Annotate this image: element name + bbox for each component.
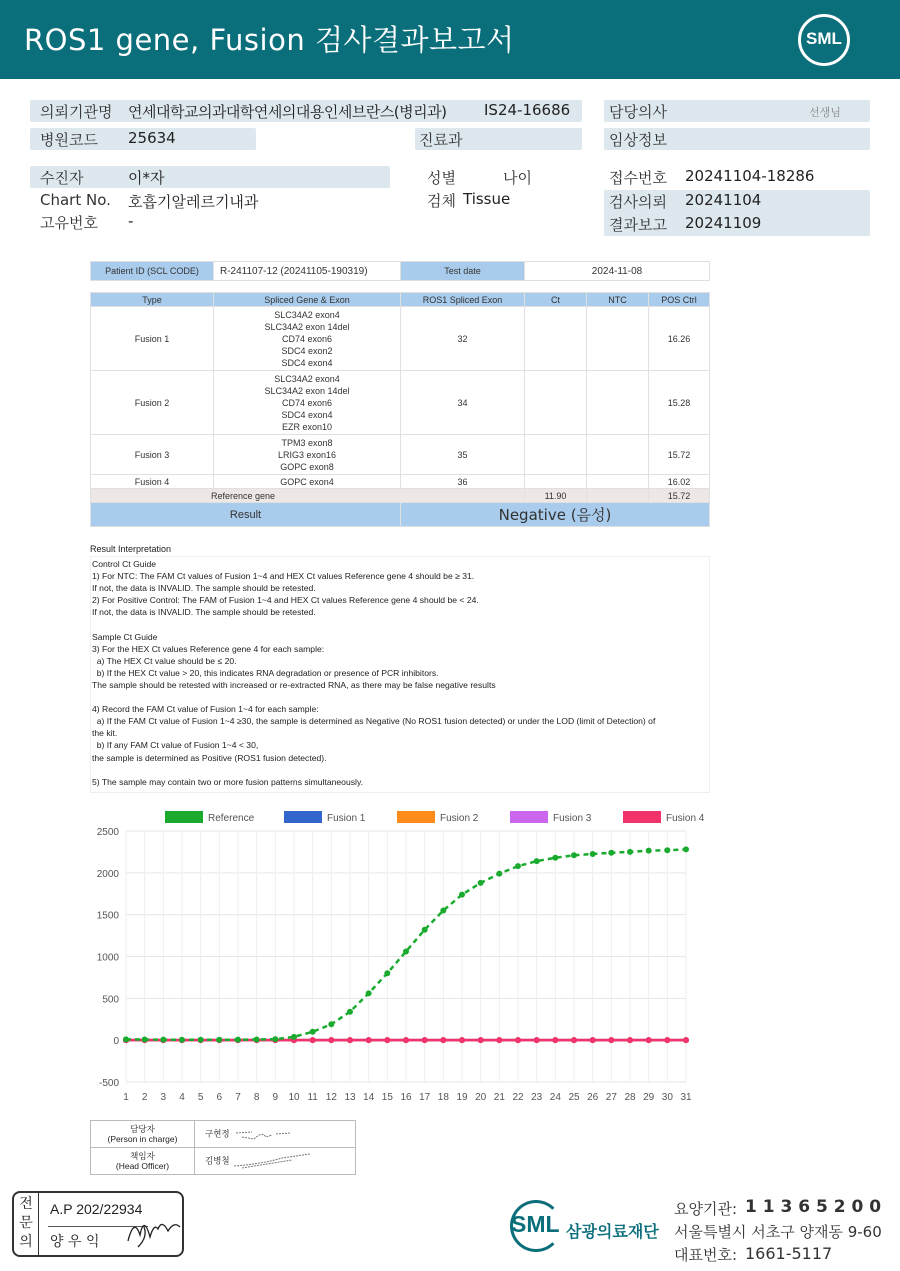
ntc-value (587, 475, 649, 489)
x-tick-label: 3 (160, 1092, 167, 1103)
request-value: 20241104 (685, 191, 762, 209)
spliced-genes: GOPC exon4 (214, 475, 401, 489)
ros1-exon: 34 (401, 371, 525, 435)
amplification-chart (85, 805, 705, 1110)
data-point (590, 851, 596, 857)
data-point (459, 1037, 465, 1043)
fusion-type: Fusion 1 (91, 307, 214, 371)
data-point (403, 948, 409, 954)
dept-label: 진료과 (419, 131, 463, 149)
reg-value: IS24-16686 (484, 101, 571, 119)
x-tick-label: 11 (307, 1092, 318, 1103)
data-point (347, 1009, 353, 1015)
specimen-label: 검체 (427, 192, 456, 210)
data-point (608, 1037, 614, 1043)
footer-brand: SML (511, 1211, 560, 1237)
col-header: ROS1 Spliced Exon (401, 293, 525, 307)
data-point (534, 858, 540, 864)
data-point (440, 1037, 446, 1043)
stamp-signature-icon (124, 1207, 184, 1251)
ct-value (525, 435, 587, 475)
table-row (91, 307, 710, 371)
institution-label: 의뢰기관명 (40, 103, 113, 121)
legend-swatch (510, 811, 548, 823)
data-point (328, 1037, 334, 1043)
request-label: 검사의뢰 (609, 193, 667, 211)
doctor-label: 담당의사 (609, 103, 667, 121)
data-point (310, 1037, 316, 1043)
hospcode-value: 25634 (128, 129, 176, 147)
ros1-exon: 35 (401, 435, 525, 475)
person-in-charge-name: 구현정 (205, 1128, 230, 1139)
footer-phone-value: 1661-5117 (745, 1244, 833, 1263)
x-tick-label: 10 (288, 1092, 300, 1103)
head-officer-label: 책임자 (Head Officer) (91, 1148, 195, 1175)
x-tick-label: 9 (272, 1092, 279, 1103)
pos-ctrl-value: 15.28 (649, 371, 710, 435)
data-point (627, 849, 633, 855)
specialist-stamp (12, 1191, 184, 1257)
x-tick-label: 20 (475, 1092, 487, 1103)
data-point (534, 1037, 540, 1043)
stamp-side-label: 전문의 (14, 1193, 39, 1255)
data-point (328, 1021, 334, 1027)
table-row (91, 435, 710, 475)
data-point (291, 1034, 297, 1040)
spliced-genes: TPM3 exon8 LRIG3 exon16 GOPC exon8 (214, 435, 401, 475)
fusion-type: Fusion 4 (91, 475, 214, 489)
x-tick-label: 23 (531, 1092, 543, 1103)
head-officer-cell (195, 1148, 356, 1175)
data-point (664, 847, 670, 853)
data-point (496, 871, 502, 877)
doctor-suffix: 선생님 (809, 106, 841, 119)
x-tick-label: 29 (643, 1092, 655, 1103)
x-tick-label: 7 (235, 1092, 241, 1103)
x-tick-label: 17 (419, 1092, 431, 1103)
sml-logo: SML (798, 14, 850, 66)
unique-value: - (128, 212, 134, 230)
x-tick-label: 28 (624, 1092, 636, 1103)
data-point (627, 1037, 633, 1043)
legend-swatch (284, 811, 322, 823)
pos-ctrl-value: 16.02 (649, 475, 710, 489)
footer-code-value: 1 1 3 6 5 2 0 0 (745, 1197, 882, 1217)
ct-value (525, 371, 587, 435)
footer-address: 서울특별시 서초구 양재동 9-60 (674, 1223, 882, 1241)
ct-value (525, 475, 587, 489)
data-point (272, 1036, 278, 1042)
x-tick-label: 8 (253, 1092, 260, 1103)
x-tick-label: 27 (605, 1092, 617, 1103)
data-point (366, 1037, 372, 1043)
legend-label: Fusion 2 (440, 813, 479, 824)
report-value: 20241109 (685, 214, 762, 232)
data-point (422, 1037, 428, 1043)
data-point (608, 850, 614, 856)
x-tick-label: 25 (568, 1092, 580, 1103)
fusion-type: Fusion 3 (91, 435, 214, 475)
report-header (0, 0, 900, 79)
patient-row-bg (30, 166, 390, 188)
data-point (478, 880, 484, 886)
ntc-value (587, 371, 649, 435)
data-point (571, 1037, 577, 1043)
x-tick-label: 30 (661, 1092, 673, 1103)
reference-row (91, 489, 710, 503)
x-tick-label: 16 (400, 1092, 412, 1103)
head-officer-name: 김병철 (205, 1155, 230, 1166)
data-point (160, 1037, 166, 1043)
result-row (91, 503, 710, 527)
sex-label: 성별 (427, 169, 456, 187)
data-point (142, 1036, 148, 1042)
patient-id-table (90, 261, 710, 281)
institution-value: 연세대학교의과대학연세의대용인세브란스(병리과) (128, 103, 447, 121)
y-tick-label: -500 (98, 1078, 119, 1089)
y-tick-label: 2000 (96, 868, 119, 880)
col-header: NTC (587, 293, 649, 307)
x-tick-label: 1 (123, 1092, 129, 1103)
interpretation-title: Result Interpretation (90, 544, 172, 554)
age-label: 나이 (503, 169, 532, 187)
result-value: Negative (음성) (401, 503, 710, 527)
pos-ctrl-value: 16.26 (649, 307, 710, 371)
test-date-label: Test date (401, 262, 525, 281)
stamp-ap-number: A.P 202/22934 (50, 1201, 143, 1217)
reference-label: Reference gene (91, 489, 525, 503)
x-tick-label: 13 (344, 1092, 356, 1103)
chart-value: 호흡기알레르기내과 (128, 193, 259, 211)
chart-label: Chart No. (40, 191, 111, 209)
data-point (198, 1037, 204, 1043)
data-point (515, 1037, 521, 1043)
data-point (646, 1037, 652, 1043)
unique-label: 고유번호 (40, 214, 98, 232)
spliced-genes: SLC34A2 exon4 SLC34A2 exon 14del CD74 exon6 SDC4 exon2 SDC4 exon4 (214, 307, 401, 371)
legend-swatch (623, 811, 661, 823)
clinical-label: 임상정보 (609, 131, 667, 149)
stamp-name: 양 우 익 (50, 1234, 100, 1250)
table-row (91, 371, 710, 435)
report-label: 결과보고 (609, 216, 667, 234)
x-tick-label: 24 (549, 1092, 561, 1103)
y-tick-label: 0 (113, 1036, 119, 1048)
y-tick-label: 500 (102, 994, 119, 1006)
x-tick-label: 2 (141, 1092, 148, 1103)
patient-label: 수진자 (40, 169, 84, 187)
x-tick-label: 15 (381, 1092, 393, 1103)
pos-ctrl-value: 15.72 (649, 435, 710, 475)
x-tick-label: 19 (456, 1092, 468, 1103)
receipt-label: 접수번호 (609, 169, 667, 187)
head-signature-icon (232, 1152, 312, 1170)
data-point (403, 1037, 409, 1043)
ros1-exon: 36 (401, 475, 525, 489)
y-tick-label: 1000 (96, 952, 119, 964)
data-point (384, 970, 390, 976)
col-header: Spliced Gene & Exon (214, 293, 401, 307)
x-tick-label: 26 (587, 1092, 599, 1103)
legend-label: Fusion 4 (666, 813, 705, 824)
legend-label: Fusion 1 (327, 813, 366, 824)
reference-ct: 11.90 (525, 489, 587, 503)
result-table (90, 292, 710, 527)
data-point (310, 1029, 316, 1035)
footer-phone-label: 대표번호: (674, 1246, 738, 1264)
data-point (478, 1037, 484, 1043)
signature-table (90, 1120, 356, 1175)
report-title: ROS1 gene, Fusion 검사결과보고서 (24, 23, 515, 57)
ntc-value (587, 435, 649, 475)
x-tick-label: 18 (437, 1092, 449, 1103)
legend-label: Reference (208, 813, 255, 824)
data-point (590, 1037, 596, 1043)
person-in-charge-label: 담당자 (Person in charge) (91, 1121, 195, 1148)
test-date-value: 2024-11-08 (525, 262, 710, 281)
patient-id-value: R-241107-12 (20241105-190319) (214, 262, 401, 281)
footer-code-label: 요양기관: (674, 1200, 738, 1218)
data-point (515, 863, 521, 869)
data-point (552, 1037, 558, 1043)
data-point (254, 1036, 260, 1042)
y-tick-label: 2500 (96, 827, 119, 838)
data-point (216, 1037, 222, 1043)
data-point (179, 1037, 185, 1043)
reference-pos: 15.72 (649, 489, 710, 503)
data-point (683, 1037, 689, 1043)
legend-swatch (165, 811, 203, 823)
ntc-value (587, 307, 649, 371)
legend-label: Fusion 3 (553, 813, 592, 824)
ros1-exon: 32 (401, 307, 525, 371)
data-point (440, 907, 446, 913)
data-point (422, 927, 428, 933)
x-tick-label: 31 (680, 1092, 692, 1103)
interpretation-text: Control Ct Guide 1) For NTC: The FAM Ct values of Fusion 1~4 and HEX Ct values Reference gene 4 should be ≥ 31. If not, the data is INVALID. The sample should be retested. 2) For Positive Control: The FAM of Fusion 1~4 and HEX Ct values Reference gene 4 should be < 24. If not, the data is INVALID. The sample should be retested. Sample Ct Guide 3) For the HEX Ct values Reference gene 4 for each sample: a) The HEX Ct value should be ≤ 20. b) If the HEX Ct value > 20, this indicates RNA degradation or presence of PCR inhibitors. The sample should be retested with increased or re-extracted RNA, as there may be false negative results 4) Record the FAM Ct value of Fusion 1~4 for each sample: a) If the FAM Ct value of Fusion 1~4 ≥30, the sample is determined as Negative (No ROS1 fusion detected) or under the LOD (limit of Detection) of the kit. b) If any FAM Ct value of Fusion 1~4 < 30, the sample is determined as Positive (ROS1 fusion detected). 5) The sample may contain two or more fusion patterns simultaneously. (92, 559, 656, 787)
data-point (235, 1037, 241, 1043)
data-point (366, 990, 372, 996)
person-signature-icon (232, 1125, 292, 1143)
y-tick-label: 1500 (96, 910, 119, 922)
reference-ntc (587, 489, 649, 503)
spliced-genes: SLC34A2 exon4 SLC34A2 exon 14del CD74 exon6 SDC4 exon4 EZR exon10 (214, 371, 401, 435)
data-point (683, 846, 689, 852)
col-header: Ct (525, 293, 587, 307)
data-point (459, 892, 465, 898)
patient-value: 이*자 (128, 169, 165, 187)
data-point (496, 1037, 502, 1043)
receipt-value: 20241104-18286 (685, 167, 815, 185)
x-tick-label: 12 (325, 1092, 337, 1103)
col-header: Type (91, 293, 214, 307)
data-point (347, 1037, 353, 1043)
table-row (91, 475, 710, 489)
data-point (384, 1037, 390, 1043)
x-tick-label: 14 (363, 1092, 375, 1103)
table-header-row (91, 293, 710, 307)
x-tick-label: 5 (197, 1092, 204, 1103)
hospcode-label: 병원코드 (40, 131, 98, 149)
legend-swatch (397, 811, 435, 823)
specimen-value: Tissue (463, 190, 511, 208)
x-tick-label: 6 (216, 1092, 223, 1103)
data-point (123, 1036, 129, 1042)
col-header: POS Ctrl (649, 293, 710, 307)
data-point (552, 855, 558, 861)
x-tick-label: 4 (179, 1092, 185, 1103)
x-tick-label: 22 (512, 1092, 524, 1103)
x-tick-label: 21 (493, 1092, 505, 1103)
fusion-type: Fusion 2 (91, 371, 214, 435)
patient-id-label: Patient ID (SCL CODE) (91, 262, 214, 281)
data-point (664, 1037, 670, 1043)
data-point (646, 848, 652, 854)
footer-org: 삼광의료재단 (566, 1222, 659, 1241)
person-in-charge-cell (195, 1121, 356, 1148)
ct-value (525, 307, 587, 371)
data-point (571, 852, 577, 858)
result-label: Result (91, 503, 401, 527)
